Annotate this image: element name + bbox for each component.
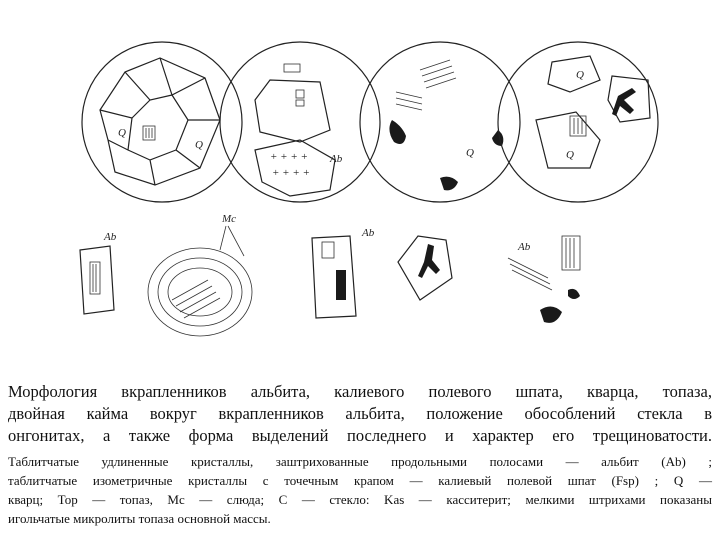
quartz-label-2: Q <box>195 139 203 151</box>
caption-sub-line-1: Таблитчатые удлиненные кристаллы, заштрихованные продольными полосами — альбит (Ab) ; <box>8 454 712 469</box>
caption-main-line-2: двойная кайма вокруг вкрапленников альбита, положение обособлений стекла в <box>8 404 712 423</box>
figure-caption-main <box>8 381 712 447</box>
caption-sub-line-4: игольчатые микролиты топаза основной массы. <box>8 511 271 526</box>
albite-label-4: Ab <box>518 241 531 253</box>
crystal-albite-small <box>80 231 117 314</box>
mica-label: Mc <box>222 213 237 225</box>
quartz-label-4: Q <box>576 69 584 81</box>
hatch-plus-2: + + + + <box>272 167 310 179</box>
quartz-label-1: Q <box>118 127 126 139</box>
quartz-label-3: Q <box>466 147 474 159</box>
caption-sub-line-3: кварц; Top — топаз, Mc — слюда; C — стекло: Kas — касситерит; мелкими штрихами показаны <box>8 492 712 507</box>
figure-caption-legend <box>8 452 712 528</box>
thin-section-circle-2 <box>220 42 380 202</box>
crystal-topaz-glass <box>398 236 452 300</box>
crystal-albite-double-rim <box>148 213 252 336</box>
albite-label-2: Ab <box>104 231 117 243</box>
albite-label-3: Ab <box>362 227 375 239</box>
caption-sub-line-2: таблитчатые изометричные кристаллы с точечным крапом — калиевый полевой шпат (Fsp) ; Q — <box>8 473 712 488</box>
quartz-label-5: Q <box>566 149 574 161</box>
caption-main-line-3: онгонитах, а также форма выделений последнего и характер его трещиноватости. <box>8 426 712 445</box>
caption-main-line-1: Морфология вкрапленников альбита, калиевого полевого шпата, кварца, топаза, <box>8 382 712 401</box>
thin-section-circle-1 <box>82 42 242 202</box>
hatch-plus-1: + + + + <box>270 151 308 163</box>
thin-section-circle-3 <box>360 42 520 202</box>
crystal-albite-cluster <box>508 236 580 323</box>
thin-section-circle-4 <box>498 42 658 202</box>
albite-label-1: Ab <box>330 153 343 165</box>
crystal-k-feldspar <box>312 227 375 318</box>
